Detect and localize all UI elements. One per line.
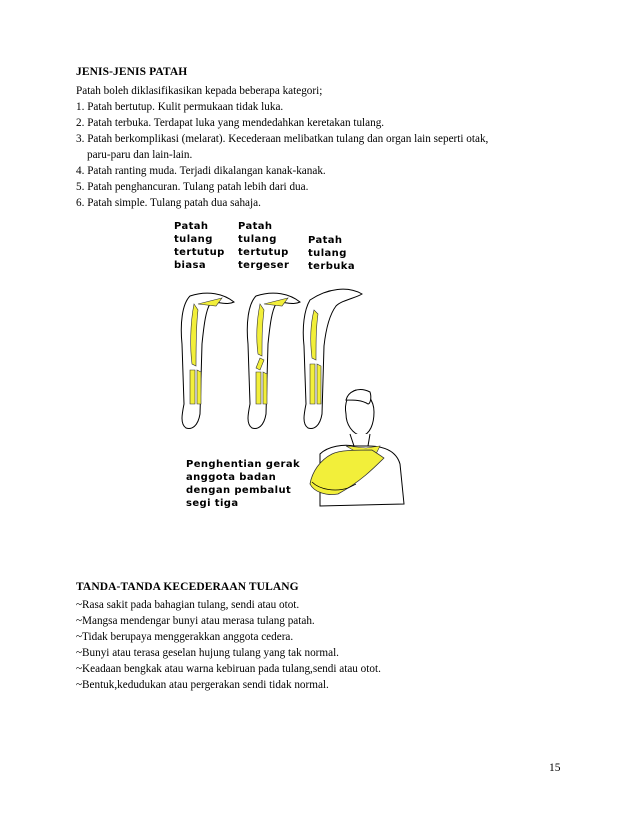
- section-title-injury-signs: TANDA-TANDA KECEDERAAN TULANG: [76, 581, 299, 593]
- arm-drawings: [160, 214, 420, 544]
- man-with-sling-icon: [310, 390, 404, 506]
- list-item: 3. Patah berkomplikasi (melarat). Kecederaan melibatkan tulang dan organ lain seperti otak,: [76, 133, 489, 145]
- label-closed-displaced-fracture: Patah tulang tertutup tergeser: [238, 221, 290, 271]
- label-triangular-sling: Penghentian gerak anggota badan dengan pembalut segi tiga: [186, 459, 301, 509]
- intro-text: Patah boleh diklasifikasikan kepada beberapa kategori;: [76, 85, 323, 97]
- label-closed-simple-fracture: Patah tulang tertutup biasa: [174, 221, 225, 271]
- list-item: ~Rasa sakit pada bahagian tulang, sendi atau otot.: [76, 599, 300, 611]
- list-item: 1. Patah bertutup. Kulit permukaan tidak luka.: [76, 101, 284, 113]
- list-item-continuation: paru-paru dan lain-lain.: [87, 149, 193, 161]
- list-item: 4. Patah ranting muda. Terjadi dikalangan kanak-kanak.: [76, 165, 326, 177]
- page-number: 15: [549, 762, 561, 774]
- list-item: ~Mangsa mendengar bunyi atau merasa tulang patah.: [76, 615, 315, 627]
- list-item: ~Bunyi atau terasa geselan hujung tulang yang tak normal.: [76, 647, 339, 659]
- section-title-fracture-types: JENIS-JENIS PATAH: [76, 66, 188, 78]
- arm-closed-displaced-icon: [247, 293, 300, 428]
- list-item: 5. Patah penghancuran. Tulang patah lebih dari dua.: [76, 181, 309, 193]
- list-item: ~Tidak berupaya menggerakkan anggota cedera.: [76, 631, 294, 643]
- arm-closed-simple-icon: [181, 293, 234, 428]
- fracture-illustration: [160, 214, 420, 544]
- label-open-fracture: Patah tulang terbuka: [308, 235, 355, 272]
- list-item: 6. Patah simple. Tulang patah dua sahaja.: [76, 197, 261, 209]
- list-item: 2. Patah terbuka. Terdapat luka yang mendedahkan keretakan tulang.: [76, 117, 385, 129]
- list-item: ~Bentuk,kedudukan atau pergerakan sendi tidak normal.: [76, 679, 329, 691]
- list-item: ~Keadaan bengkak atau warna kebiruan pada tulang,sendi atau otot.: [76, 663, 381, 675]
